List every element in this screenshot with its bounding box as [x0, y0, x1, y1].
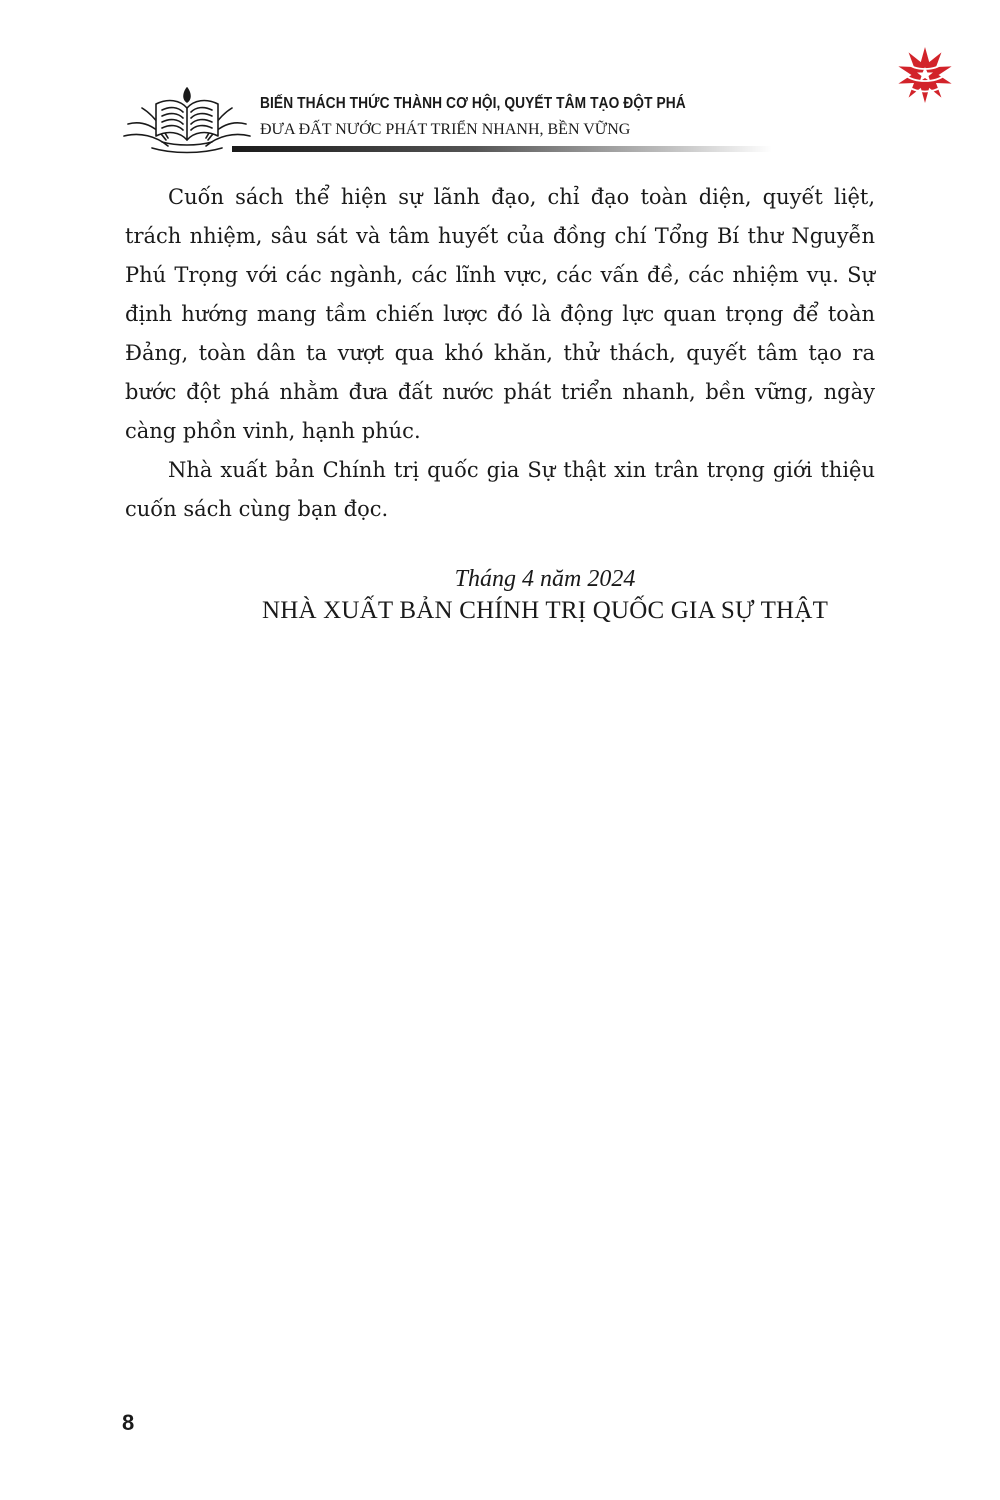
running-subtitle: ĐƯA ĐẤT NƯỚC PHÁT TRIỂN NHANH, BỀN VỮNG [260, 121, 631, 138]
header-rule [232, 146, 772, 152]
signature-publisher: NHÀ XUẤT BẢN CHÍNH TRỊ QUỐC GIA SỰ THẬT [261, 597, 829, 624]
paragraph: Nhà xuất bản Chính trị quốc gia Sự thật xin trân trọng giới thiệu cuốn sách cùng bạn đọc. [125, 458, 875, 521]
paragraph: Cuốn sách thể hiện sự lãnh đạo, chỉ đạo toàn diện, quyết liệt, trách nhiệm, sâu sát và tâm huyết của đồng chí Tổng Bí thư Nguyễn Phú Trọng với các ngành, các lĩnh vực, các vấn đề, các nhiệm vụ. Sự định hướng mang tầm chiến lược đó là động lực quan trọng để toàn Đảng, toàn dân ta vượt qua khó khăn, thử thách, quyết tâm tạo ra bước đột phá nhằm đưa đất nước phát triển nhanh, bền vững, ngày càng phồn vinh, hạnh phúc. [125, 185, 875, 443]
page-number: 8 [122, 1410, 135, 1435]
signature-date: Tháng 4 năm 2024 [454, 566, 636, 592]
body-text [125, 178, 875, 529]
publisher-star-logo-icon [896, 46, 954, 104]
signature-block [200, 564, 890, 628]
running-title: BIẾN THÁCH THỨC THÀNH CƠ HỘI, QUYẾT TÂM TẠO ĐỘT PHÁ [260, 95, 686, 112]
